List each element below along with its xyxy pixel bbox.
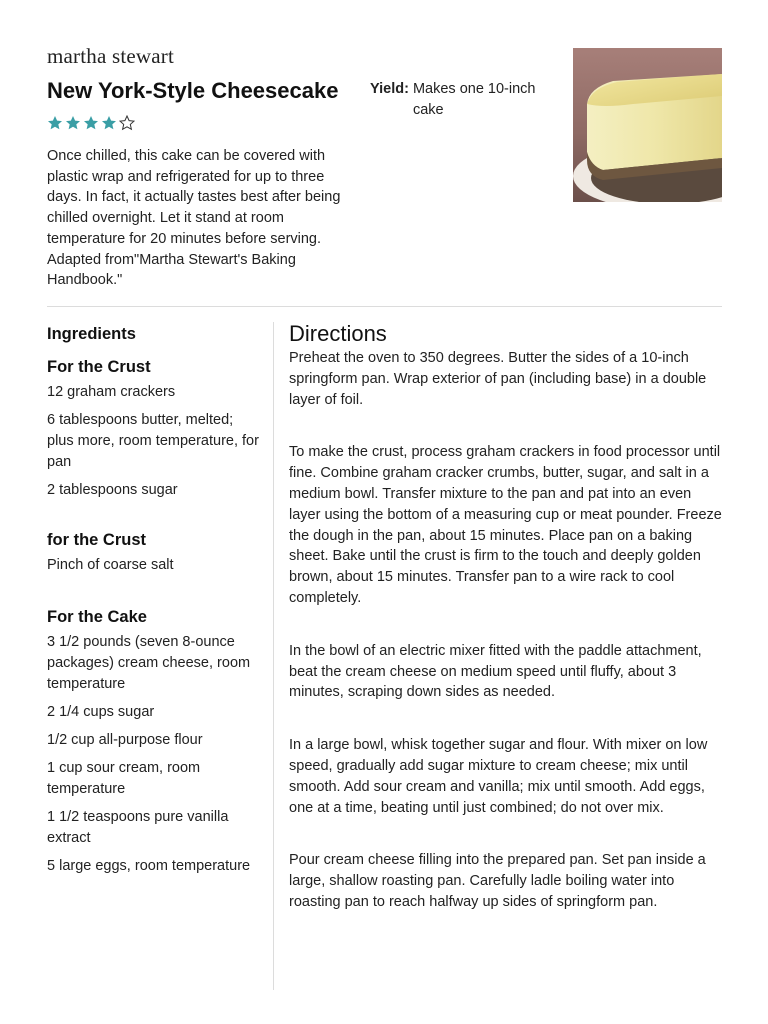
directions-heading: Directions — [289, 321, 387, 346]
recipe-title: New York-Style Cheesecake — [47, 78, 339, 103]
section-divider — [47, 306, 722, 307]
direction-step: To make the crust, process graham crackers in food processor until fine. Combine graham cracker crumbs, butter, sugar, and salt in a medium bowl. Transfer mixture to the pan and pat into an even layer using the bottom of a measuring cup or meat pounder. Freeze the dough in the pan, about 15 minutes. Place pan on a baking sheet. Bake until the crust is firm to the touch and deeply golden brown, about 15 minutes. Transfer pan to a wire rack to cool completely. — [289, 444, 722, 606]
recipe-description: Once chilled, this cake can be covered with plastic wrap and refrigerated for up to three days. In fact, it actually tastes best after being chilled overnight. Let it stand at room temperature for 20 minutes before serving. Adapted from"Martha Stewart's Baking Handbook." — [47, 148, 341, 289]
ingredient-group — [47, 529, 262, 576]
cheesecake-photo — [573, 48, 722, 202]
ingredient-item: 3 1/2 pounds (seven 8-ounce packages) cream cheese, room temperature — [47, 634, 251, 692]
direction-step: Pour cream cheese filling into the prepared pan. Set pan inside a large, shallow roasting pan. Carefully ladle boiling water into roasting pan to reach halfway up sides of springform pan. — [289, 852, 706, 910]
ingredient-group — [47, 606, 262, 877]
ingredient-item: 1/2 cup all-purpose flour — [47, 732, 203, 749]
star-empty-icon — [119, 115, 135, 131]
ingredient-item: 5 large eggs, room temperature — [47, 858, 251, 875]
direction-step: Preheat the oven to 350 degrees. Butter the sides of a 10-inch springform pan. Wrap exterior of pan (including base) in a double layer of foil. — [289, 350, 707, 408]
star-filled-icon — [101, 115, 117, 131]
ingredient-item: 12 graham crackers — [47, 384, 176, 400]
ingredient-group-title: For the Cake — [47, 608, 147, 627]
ingredient-item: 1 1/2 teaspoons pure vanilla extract — [47, 809, 229, 846]
column-divider — [273, 322, 274, 990]
direction-step: In a large bowl, whisk together sugar and flour. With mixer on low speed, gradually add sugar mixture to cream cheese; mix until smooth. Add sour cream and vanilla; mix until smooth. Add eggs, one at a time, beating until just combined; do not over mix. — [289, 737, 708, 816]
ingredient-item: 2 tablespoons sugar — [47, 481, 178, 498]
yield-info — [370, 79, 550, 121]
direction-step: In the bowl of an electric mixer fitted with the paddle attachment, beat the cream cheese on medium speed until fluffy, about 3 minutes, scraping down sides as needed. — [289, 642, 702, 701]
yield-value: Makes one 10-inch cake — [412, 81, 536, 118]
star-filled-icon — [47, 115, 63, 131]
ingredients-heading: Ingredients — [47, 325, 136, 343]
ingredient-item: 6 tablespoons butter, melted; plus more, room temperature, for pan — [47, 412, 259, 470]
ingredients-section — [47, 322, 262, 884]
star-rating — [47, 115, 135, 131]
ingredient-group-title: For the Crust — [47, 358, 151, 376]
ingredient-item: 1 cup sour cream, room temperature — [47, 760, 201, 797]
ingredient-item: Pinch of coarse salt — [47, 556, 174, 573]
ingredient-group — [47, 356, 262, 501]
directions-section — [289, 318, 724, 913]
star-filled-icon — [83, 115, 99, 131]
ingredient-item: 2 1/4 cups sugar — [47, 703, 155, 720]
ingredient-group-title: for the Crust — [47, 530, 146, 549]
yield-label: Yield: — [370, 81, 409, 97]
star-filled-icon — [65, 115, 81, 131]
brand-logo: martha stewart — [47, 44, 174, 68]
